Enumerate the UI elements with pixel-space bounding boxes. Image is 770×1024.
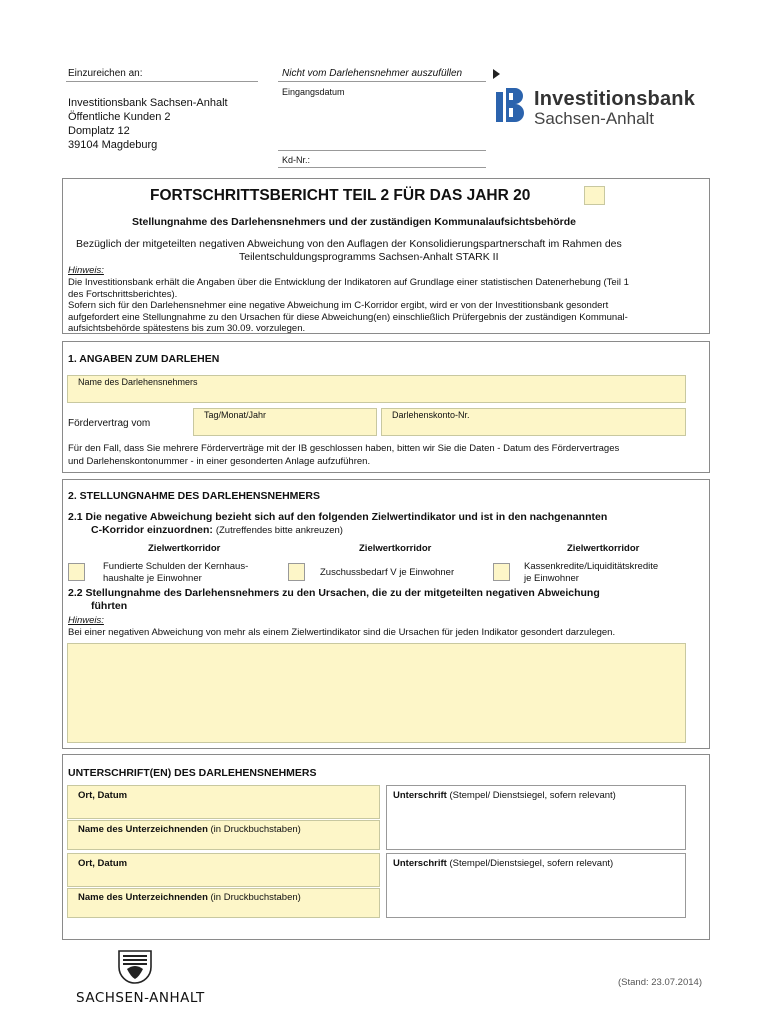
ib-logo-mark-icon [494, 84, 526, 126]
signer-name-label [78, 824, 301, 835]
option-label-line: je Einwohner [524, 572, 579, 584]
question-2-1: 2.1 Die negative Abweichung bezieht sich auf den folgenden Zielwertindikator und ist in den nachgenannten [68, 511, 608, 523]
question-2-1-hint: (Zutreffendes bitte ankreuzen) [215, 525, 343, 536]
hinweis-text [68, 277, 629, 335]
option-label-line: Kassenkredite/Liquiditätskredite [524, 561, 659, 572]
option-label: Zuschussbedarf V je Einwohner [320, 567, 455, 578]
subtitle: Stellungnahme des Darlehensnehmers und der zuständigen Kommunalaufsichtsbehörde [132, 216, 576, 228]
submit-to-label: Einzureichen an: [68, 68, 143, 79]
signer-name-label-rest: (in Druckbuchstaben) [207, 824, 301, 835]
signature-label-rest: (Stempel/ Dienstsiegel, sofern relevant) [446, 790, 616, 801]
loan-account-label: Darlehenskonto-Nr. [392, 410, 470, 420]
hinweis-line: aufgefordert eine Stellungnahme zu den Ursachen für diese Abweichung(en) einschließlich Prüfergebnis der zuständigen Kommunal- [68, 311, 628, 323]
signer-name-label-bold: Name des Unterzeichnenden [78, 824, 208, 835]
option-checkbox[interactable] [493, 563, 510, 581]
corridor-header: Zielwertkorridor [148, 543, 221, 554]
ib-logo-line1: Investitionsbank [534, 88, 696, 110]
address-line: Öffentliche Kunden 2 [68, 111, 171, 123]
address-line: Investitionsbank Sachsen-Anhalt [68, 97, 228, 109]
signature-label [393, 790, 616, 801]
coat-of-arms-icon [115, 947, 155, 985]
note-line: Für den Fall, dass Sie mehrere Förderverträge mit der IB geschlossen haben, bitten wir Sie die Daten - Datum des Fördervertrages [68, 443, 620, 454]
option-label [103, 561, 248, 584]
hinweis-line: aufsichtsbehörde spätestens bis zum 30.09. vorzulegen. [68, 323, 306, 334]
question-2-2-cont: führten [91, 600, 128, 612]
hinweis-text: Bei einer negativen Abweichung von mehr als einem Zielwertindikator sind die Ursachen für jeden Indikator gesondert darzulegen. [68, 627, 616, 638]
address-block [68, 96, 228, 152]
corridor-header: Zielwertkorridor [359, 543, 432, 554]
signature-label-rest: (Stempel/Dienstsiegel, sofern relevant) [446, 858, 614, 869]
place-date-label: Ort, Datum [78, 858, 128, 869]
state-logo-text: SACHSEN-ANHALT [76, 990, 205, 1006]
hinweis-label: Hinweis: [68, 615, 104, 626]
arrow-icon [493, 69, 500, 79]
corridor-header: Zielwertkorridor [567, 543, 640, 554]
divider [278, 81, 486, 82]
not-by-borrower-note: Nicht vom Darlehensnehmer auszufüllen [282, 68, 463, 79]
signer-name-label-bold: Name des Unterzeichnenden [78, 892, 208, 903]
question-2-1-text: C-Korridor einzuordnen: [91, 524, 213, 536]
contract-date-label: Tag/Monat/Jahr [204, 410, 267, 420]
signatures-title: UNTERSCHRIFT(EN) DES DARLEHENSNEHMERS [68, 767, 317, 779]
option-label-line: haushalte je Einwohner [103, 572, 202, 584]
option-label-line: Fundierte Schulden der Kernhaus- [103, 561, 249, 572]
option-label [524, 561, 658, 584]
ib-logo [494, 84, 704, 130]
signer-name-label-rest: (in Druckbuchstaben) [207, 892, 301, 903]
divider [278, 167, 486, 168]
question-2-1-cont [91, 524, 343, 536]
signer-name-label [78, 892, 301, 903]
option-checkbox[interactable] [288, 563, 305, 581]
year-suffix-field[interactable] [584, 186, 605, 205]
note-line: und Darlehenskontonummer - in einer gesonderten Anlage aufzuführen. [68, 456, 371, 467]
question-2-2: 2.2 Stellungnahme des Darlehensnehmers zu den Ursachen, die zu der mitgeteilten negativen Abweichung [68, 587, 600, 599]
eingangsdatum-field[interactable] [280, 98, 485, 148]
section-2-title: 2. STELLUNGNAHME DES DARLEHENSNEHMERS [68, 490, 321, 502]
eingangsdatum-label: Eingangsdatum [282, 87, 345, 97]
hinweis-label: Hinweis: [68, 265, 104, 276]
signature-label-bold: Unterschrift [393, 858, 447, 869]
address-line: Domplatz 12 [68, 125, 130, 137]
signature-label [393, 858, 613, 869]
ib-logo-line2: Sachsen-Anhalt [534, 109, 655, 128]
intro-line: Teilentschuldungsprogramms Sachsen-Anhalt STARK II [239, 251, 499, 263]
option-checkbox[interactable] [68, 563, 85, 581]
state-logo [60, 945, 210, 1015]
borrower-name-label: Name des Darlehensnehmers [78, 377, 198, 387]
kdnr-label: Kd-Nr.: [282, 155, 311, 165]
stand-date: (Stand: 23.07.2014) [618, 977, 702, 988]
statement-textarea[interactable] [67, 643, 686, 743]
hinweis-line: Sofern sich für den Darlehensnehmer eine negative Abweichung im C-Korridor ergibt, wird er von der Investitionsbank gesondert [68, 300, 609, 311]
signature-label-bold: Unterschrift [393, 790, 447, 801]
section-1-title: 1. ANGABEN ZUM DARLEHEN [68, 353, 220, 365]
address-line: 39104 Magdeburg [68, 139, 158, 151]
form-title: FORTSCHRITTSBERICHT TEIL 2 FÜR DAS JAHR 20 [150, 187, 531, 204]
foerdervertrag-label: Fördervertrag vom [68, 418, 151, 429]
section-1-note [68, 442, 619, 468]
hinweis-line: des Fortschrittsberichtes). [68, 288, 178, 300]
divider [66, 81, 258, 82]
intro-line: Bezüglich der mitgeteilten negativen Abweichung von den Auflagen der Konsolidierungspartnerschaft im Rahmen des [76, 238, 622, 250]
hinweis-line: Die Investitionsbank erhält die Angaben über die Entwicklung der Indikatoren auf Grundlage einer statistischen Datenerhebung (Teil 1 [68, 277, 629, 288]
place-date-label: Ort, Datum [78, 790, 128, 801]
divider [278, 150, 486, 151]
